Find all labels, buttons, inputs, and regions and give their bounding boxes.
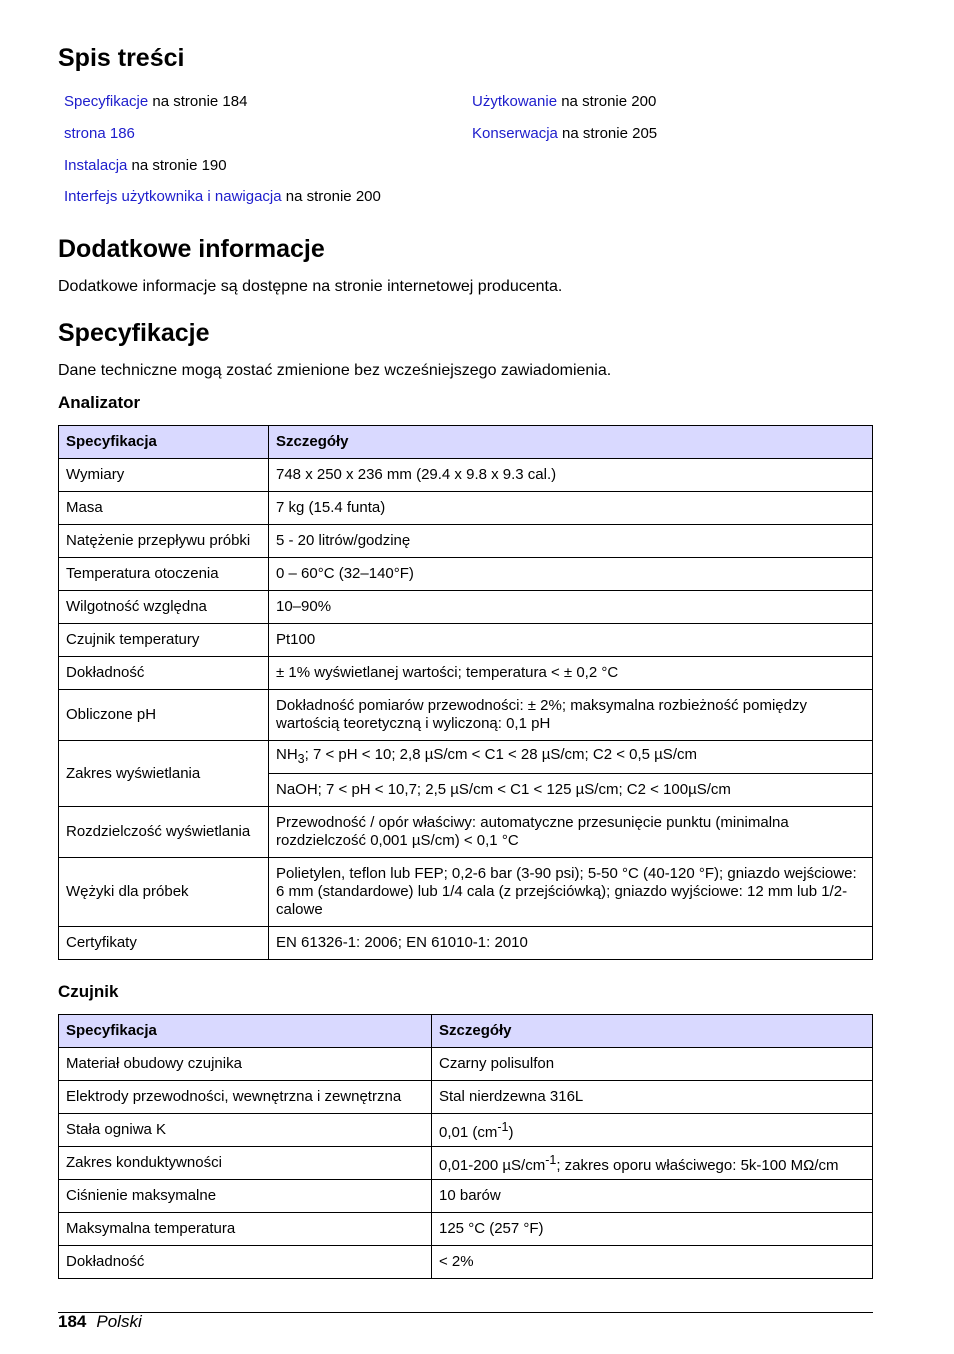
spec-value: 5 - 20 litrów/godzinę: [269, 525, 873, 558]
spec-name: Temperatura otoczenia: [59, 558, 269, 591]
toc-item-uzytkowanie: [472, 93, 656, 110]
spec-name: Materiał obudowy czujnika: [59, 1048, 432, 1081]
value-superscript: -1: [497, 1120, 509, 1134]
spec-value: NaOH; 7 < pH < 10,7; 2,5 µS/cm < C1 < 125 µS/cm; C2 < 100µS/cm: [269, 774, 873, 807]
toc-item-konserwacja: [472, 125, 657, 142]
column-header: Specyfikacja: [59, 426, 269, 459]
value-rest: ): [508, 1124, 514, 1141]
spec-value: EN 61326-1: 2006; EN 61010-1: 2010: [269, 927, 873, 960]
table-header-row: [59, 426, 873, 459]
spec-name: Elektrody przewodności, wewnętrzna i zewnętrzna: [59, 1081, 432, 1114]
spec-value: 125 °C (257 °F): [432, 1213, 873, 1246]
spec-value: Przewodność / opór właściwy: automatyczne przesunięcie punktu (minimalna rozdzielczość 0,001 µS/cm) < 0,1 °C: [269, 807, 873, 858]
table-row: [59, 1180, 873, 1213]
spec-name: Certyfikaty: [59, 927, 269, 960]
spec-name: Wymiary: [59, 459, 269, 492]
table-row: [59, 657, 873, 690]
spec-name: Dokładność: [59, 657, 269, 690]
table-row: [59, 525, 873, 558]
spec-name: Obliczone pH: [59, 690, 269, 741]
formula-subscript: 3: [297, 752, 305, 766]
spec-value: 748 x 250 x 236 mm (29.4 x 9.8 x 9.3 cal.): [269, 459, 873, 492]
spec-value: Dokładność pomiarów przewodności: ± 2%; maksymalna rozbieżność pomiędzy wartością teoretyczną i wyliczoną: 0,1 pH: [269, 690, 873, 741]
toc-title: Spis treści: [58, 44, 185, 72]
toc-link[interactable]: strona 186: [64, 125, 135, 142]
value-base: 0,01-200 µS/cm: [439, 1157, 546, 1174]
analyzer-heading: Analizator: [58, 393, 141, 412]
page-footer: [58, 1312, 142, 1332]
toc-link[interactable]: Interfejs użytkownika i nawigacja: [64, 188, 282, 205]
table-row: [59, 492, 873, 525]
analyzer-spec-table: [58, 425, 873, 960]
toc-suffix: na stronie 184: [148, 93, 248, 110]
toc-link[interactable]: Instalacja: [64, 157, 128, 174]
toc-item-interfejs: [64, 188, 381, 205]
table-row: [59, 558, 873, 591]
spec-value: 0 – 60°C (32–140°F): [269, 558, 873, 591]
spec-name: Maksymalna temperatura: [59, 1213, 432, 1246]
table-row: [59, 1147, 873, 1180]
spec-name: Ciśnienie maksymalne: [59, 1180, 432, 1213]
toc-suffix: na stronie 190: [127, 157, 227, 174]
table-row: [59, 858, 873, 927]
spec-name: Zakres konduktywności: [59, 1147, 432, 1180]
spec-name: Stała ogniwa K: [59, 1114, 432, 1147]
spec-value: Stal nierdzewna 316L: [432, 1081, 873, 1114]
spec-value: Polietylen, teflon lub FEP; 0,2-6 bar (3-90 psi); 5-50 °C (40-120 °F); gniazdo wejściowe: 6 mm (standardowe) lub 1/4 cala (z przejściówką); gniazdo wyjściowe: 12 mm lub 1/2-calowe: [269, 858, 873, 927]
sensor-spec-table: [58, 1014, 873, 1279]
page-number: 184: [58, 1312, 87, 1331]
table-row: [59, 459, 873, 492]
spec-name: Rozdzielczość wyświetlania: [59, 807, 269, 858]
table-row: [59, 1114, 873, 1147]
spec-value: [269, 741, 873, 774]
value-superscript: -1: [545, 1153, 557, 1167]
toc-item-instalacja: [64, 157, 227, 174]
table-row: [59, 1213, 873, 1246]
column-header: Specyfikacja: [59, 1015, 432, 1048]
additional-info-title: Dodatkowe informacje: [58, 235, 325, 263]
spec-value: 10 barów: [432, 1180, 873, 1213]
spec-value: 10–90%: [269, 591, 873, 624]
formula-base: NH: [276, 746, 298, 763]
column-header: Szczegóły: [432, 1015, 873, 1048]
specs-intro: Dane techniczne mogą zostać zmienione bez wcześniejszego zawiadomienia.: [58, 362, 612, 379]
spec-name: Wężyki dla próbek: [59, 858, 269, 927]
footer-divider: [58, 1312, 873, 1313]
table-row: [59, 1048, 873, 1081]
spec-value: ± 1% wyświetlanej wartości; temperatura < ± 0,2 °C: [269, 657, 873, 690]
spec-value: Pt100: [269, 624, 873, 657]
spec-name: Dokładność: [59, 1246, 432, 1279]
sensor-heading: Czujnik: [58, 982, 119, 1001]
spec-value: [432, 1114, 873, 1147]
table-row: [59, 741, 873, 774]
footer-language: Polski: [96, 1312, 142, 1331]
table-header-row: [59, 1015, 873, 1048]
spec-value: < 2%: [432, 1246, 873, 1279]
toc-item-strona: [64, 125, 135, 142]
toc-item-specyfikacje: [64, 93, 247, 110]
spec-name: Wilgotność względna: [59, 591, 269, 624]
toc-link[interactable]: Specyfikacje: [64, 93, 149, 110]
spec-value: Czarny polisulfon: [432, 1048, 873, 1081]
spec-name: Zakres wyświetlania: [59, 741, 269, 807]
spec-value: [432, 1147, 873, 1180]
toc-suffix: na stronie 205: [557, 125, 658, 142]
toc-suffix: na stronie 200: [281, 188, 381, 205]
table-row: [59, 1081, 873, 1114]
table-row: [59, 690, 873, 741]
table-row: [59, 1246, 873, 1279]
column-header: Szczegóły: [269, 426, 873, 459]
toc-link[interactable]: Użytkowanie: [472, 93, 558, 110]
additional-info-text: Dodatkowe informacje są dostępne na stronie internetowej producenta.: [58, 278, 563, 295]
spec-name: Natężenie przepływu próbki: [59, 525, 269, 558]
value-rest: ; zakres oporu właściwego: 5k-100 MΩ/cm: [556, 1157, 839, 1174]
toc-link[interactable]: Konserwacja: [472, 125, 558, 142]
spec-name: Masa: [59, 492, 269, 525]
table-row: [59, 591, 873, 624]
table-row: [59, 927, 873, 960]
spec-value: 7 kg (15.4 funta): [269, 492, 873, 525]
spec-name: Czujnik temperatury: [59, 624, 269, 657]
specs-title: Specyfikacje: [58, 319, 210, 347]
table-row: [59, 624, 873, 657]
toc-suffix: na stronie 200: [557, 93, 657, 110]
value-base: 0,01 (cm: [439, 1124, 498, 1141]
formula-rest: ; 7 < pH < 10; 2,8 µS/cm < C1 < 28 µS/cm; C2 < 0,5 µS/cm: [304, 746, 697, 763]
table-row: [59, 807, 873, 858]
